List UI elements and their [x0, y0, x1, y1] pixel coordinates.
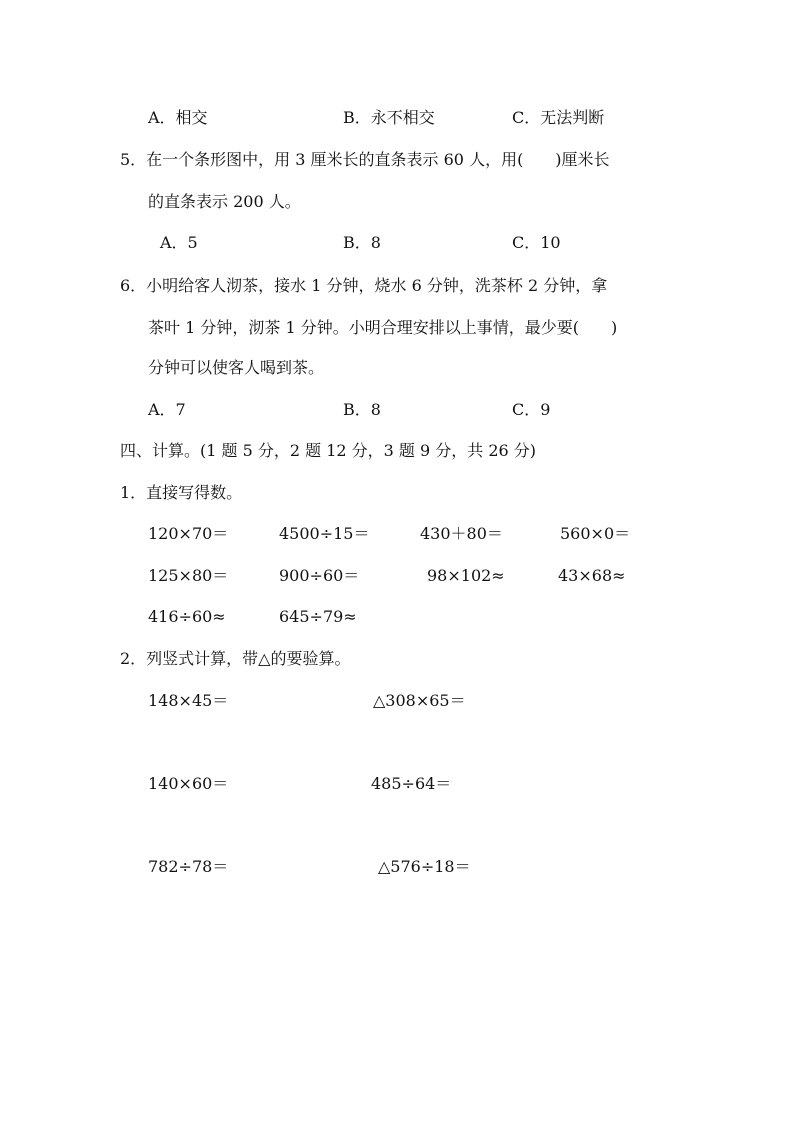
q5-option-c: C．10 [512, 233, 561, 252]
q6-option-b: B．8 [343, 400, 381, 419]
written-calc-item: 140×60＝ [148, 774, 229, 793]
q4-option-c: C．无法判断 [512, 108, 605, 127]
q6-line-2: 茶叶 1 分钟，沏茶 1 分钟。小明合理安排以上事情，最少要( ) [148, 318, 618, 337]
written-calc-item: 782÷78＝ [148, 857, 229, 876]
oral-calc-item: 560×0＝ [560, 524, 631, 543]
q5-line-2: 的直条表示 200 人。 [148, 192, 301, 211]
q6-line-1: 6．小明给客人沏茶，接水 1 分钟，烧水 6 分钟，洗茶杯 2 分钟，拿 [120, 276, 608, 295]
oral-calc-item: 43×68≈ [558, 566, 626, 585]
oral-calc-item: 416÷60≈ [148, 607, 226, 626]
oral-calc-item: 4500÷15＝ [279, 524, 370, 543]
q6-line-3: 分钟可以使客人喝到茶。 [148, 358, 325, 377]
written-calc-item: △576÷18＝ [378, 857, 471, 876]
written-calc-item: 148×45＝ [148, 691, 229, 710]
q6-option-c: C．9 [512, 400, 551, 419]
section-4-heading: 四、计算。(1 题 5 分，2 题 12 分，3 题 9 分，共 26 分) [120, 441, 537, 460]
oral-calc-item: 120×70＝ [148, 524, 229, 543]
part-2-title: 2．列竖式计算，带△的要验算。 [120, 649, 351, 668]
oral-calc-item: 645÷79≈ [279, 607, 357, 626]
q6-option-a: A．7 [148, 400, 186, 419]
q5-line-1: 5．在一个条形图中，用 3 厘米长的直条表示 60 人，用( )厘米长 [120, 150, 610, 169]
q5-option-a: A．5 [160, 233, 198, 252]
q5-option-b: B．8 [343, 233, 381, 252]
oral-calc-item: 430＋80＝ [420, 524, 503, 543]
q4-option-a: A．相交 [148, 108, 208, 127]
oral-calc-item: 900÷60＝ [279, 566, 360, 585]
part-1-title: 1．直接写得数。 [120, 483, 243, 502]
written-calc-item: 485÷64＝ [371, 774, 452, 793]
q4-option-b: B．永不相交 [343, 108, 435, 127]
oral-calc-item: 98×102≈ [427, 566, 505, 585]
oral-calc-item: 125×80＝ [148, 566, 229, 585]
written-calc-item: △308×65＝ [373, 691, 466, 710]
